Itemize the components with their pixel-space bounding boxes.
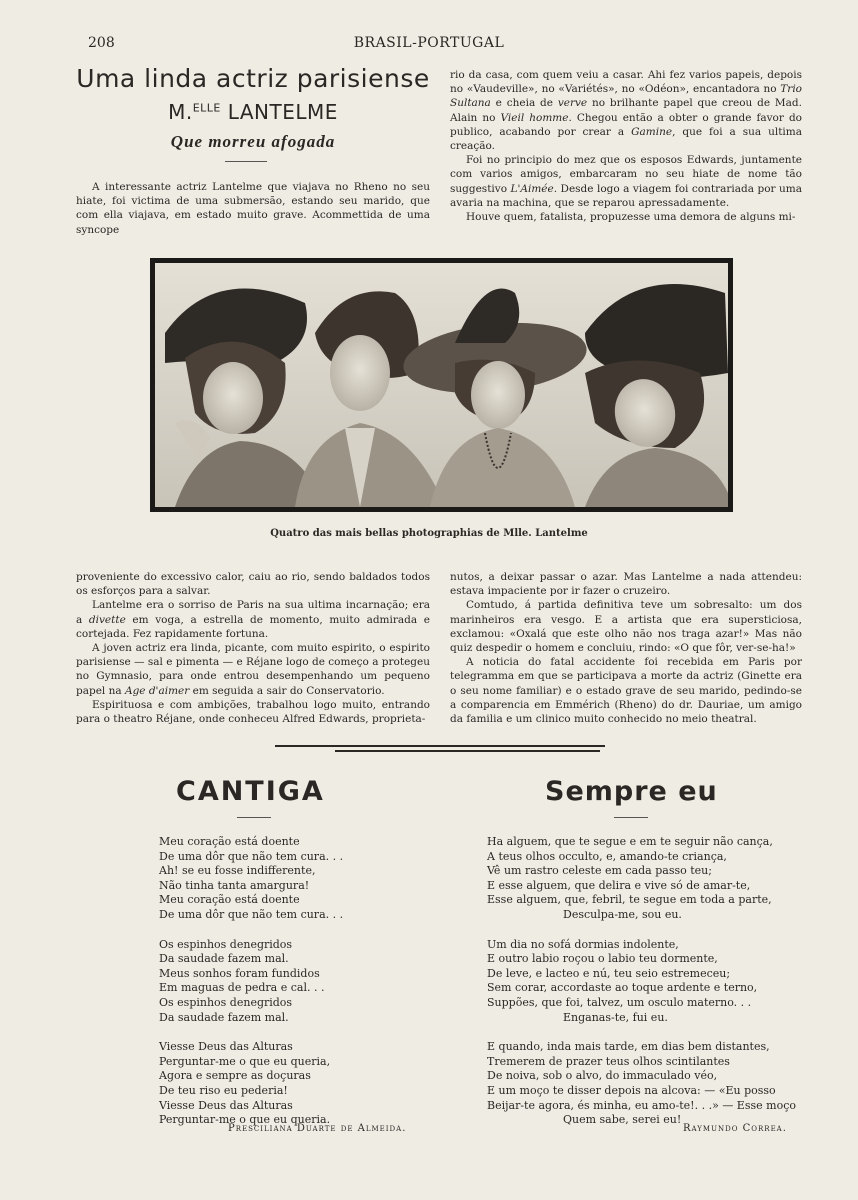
article-column-bottom-right — [450, 570, 802, 726]
stanza: E quando, inda mais tarde, em dias bem distantes, Tremerem de prazer teus olhos scintilantes De noiva, sob o alvo, do immaculado véo, E um moço te disser depois na alcova: — «Eu posso Beijar-te agora, és minha, eu amo-te!. . .» — Esse moço Quem sabe, serei eu! — [487, 1040, 796, 1127]
article-column-top-right — [450, 68, 802, 224]
paragraph: A joven actriz era linda, picante, com muito espirito, o espirito parisiense — sal e pimenta — e Réjane logo de começo a protegeu no Gymnasio, para onde entrou desempenhando um pequeno papel na Age d'aimer em seguida a sair do Conservatorio. — [76, 642, 430, 697]
page-number: 208 — [88, 35, 115, 51]
subtitle-prefix: M. — [168, 100, 193, 124]
poem-divider — [237, 817, 271, 818]
section-divider — [275, 745, 605, 747]
paragraph: A interessante actriz Lantelme que viajava no Rheno no seu hiate, foi victima de uma submersão, estando seu marido, que com ella viajava, em estado muito grave. Acommettida de uma syncope — [76, 181, 430, 236]
photograph-illustration — [155, 263, 728, 507]
poem-title-sempre-eu: Sempre eu — [545, 776, 718, 807]
author-signature-right: Raymundo Correa. — [683, 1123, 787, 1134]
paragraph: nutos, a deixar passar o azar. Mas Lantelme a nada attendeu: estava impaciente por ir fazer o cruzeiro. — [450, 571, 802, 598]
poem-title-cantiga: CANTIGA — [176, 776, 325, 807]
stanza: Meu coração está doente De uma dôr que não tem cura. . . Ah! se eu fosse indifferente, Não tinha tanta amargura! Meu coração está doente De uma dôr que não tem cura. . . — [159, 835, 344, 921]
stanza: Ha alguem, que te segue e em te seguir não cança, A teus olhos occulto, e, amando-te criança, Vê um rastro celeste em cada passo teu; E esse alguem, que delira e vive só de amar-te, Esse alguem, que, febril, te segue em toda a parte, Desculpa-me, sou eu. — [487, 835, 773, 921]
actress-photograph — [155, 263, 728, 507]
article-title: Uma linda actriz parisiense — [76, 64, 430, 93]
article-column-bottom-left — [76, 570, 430, 726]
paragraph: Houve quem, fatalista, propuzesse uma demora de alguns mi- — [466, 211, 796, 224]
stanza: Viesse Deus das Alturas Perguntar-me o que eu queria, Agora e sempre as doçuras De teu riso eu pederia! Viesse Deus das Alturas Perguntar-me o que eu queria. — [159, 1040, 331, 1127]
photo-frame — [150, 258, 733, 512]
article-column-top-left — [76, 180, 430, 237]
section-divider — [335, 750, 600, 752]
paragraph: Lantelme era o sorriso de Paris na sua ultima incarnação; era a divette em voga, a estrella de momento, muito admirada e cortejada. Fez rapidamente fortuna. — [76, 599, 430, 640]
photo-caption: Quatro das mais bellas photographias de Mlle. Lantelme — [270, 528, 588, 539]
stanza: Os espinhos denegridos Da saudade fazem mal. Meus sonhos foram fundidos Em maguas de pedra e cal. . . Os espinhos denegridos Da saudade fazem mal. — [159, 937, 325, 1024]
subtitle-superscript: ELLE — [192, 101, 221, 115]
paragraph: Foi no principio do mez que os esposos Edwards, juntamente com varios amigos, embarcaram no seu hiate de nome tão suggestivo L'Aimée. Desde logo a viagem foi contrariada por uma avaria na machina, que se reparou apressadamente. — [450, 154, 802, 209]
author-signature-left: Presciliana Duarte de Almeida. — [228, 1123, 407, 1134]
poem-sempre-eu — [487, 835, 807, 1143]
paragraph: proveniente do excessivo calor, caiu ao rio, sendo baldados todos os esforços para a salvar. — [76, 571, 430, 598]
poem-divider — [614, 817, 648, 818]
journal-title: BRASIL-PORTUGAL — [353, 35, 505, 51]
paragraph: Comtudo, á partida definitiva teve um sobresalto: um dos marinheiros era vesgo. E a artista que era supersticiosa, exclamou: «Oxalá que este olho não nos traga azar!» Mas não quiz despedir o homem e concluiu, rindo: «O que fôr, ver-se-ha!» — [450, 599, 802, 655]
poem-cantiga — [159, 835, 419, 1143]
paragraph: Espirituosa e com ambições, trabalhou logo muito, entrando para o theatro Réjane, onde conheceu Alfred Edwards, proprieta- — [76, 698, 430, 726]
stanza: Um dia no sofá dormias indolente, E outro labio roçou o labio teu dormente, De leve, e lacteo e nú, teu seio estremeceu; Sem corar, accordaste ao toque ardente e terno, Suppões, que foi, talvez, um osculo materno. . . Enganas-te, fui eu. — [487, 937, 758, 1024]
subtitle-name: LANTELME — [227, 100, 338, 124]
article-tagline: Que morreu afogada — [170, 132, 336, 151]
paragraph: A noticia do fatal accidente foi recebida em Paris por telegramma em que se participava a morte da actriz (Ginette era o seu nome familiar) e o estado grave de seu marido, pedindo-se a comparencia em Emmérich (Rheno) do dr. Dauriae, um amigo da familia e um clinico muito conhecido no meio theatral. — [450, 656, 802, 726]
article-subtitle — [66, 100, 440, 124]
paragraph: rio da casa, com quem veiu a casar. Ahi fez varios papeis, depois no «Vaudeville», no «Variétés», no «Odéon», encantadora no Trio Sultana e cheia de verve no brilhante papel que creou de Mad. Alain no Vieil homme. Chegou então a obter o grande favor do publico, acabando por crear a Gamine, que foi a sua ultima creação. — [450, 69, 802, 153]
title-divider — [225, 161, 267, 162]
